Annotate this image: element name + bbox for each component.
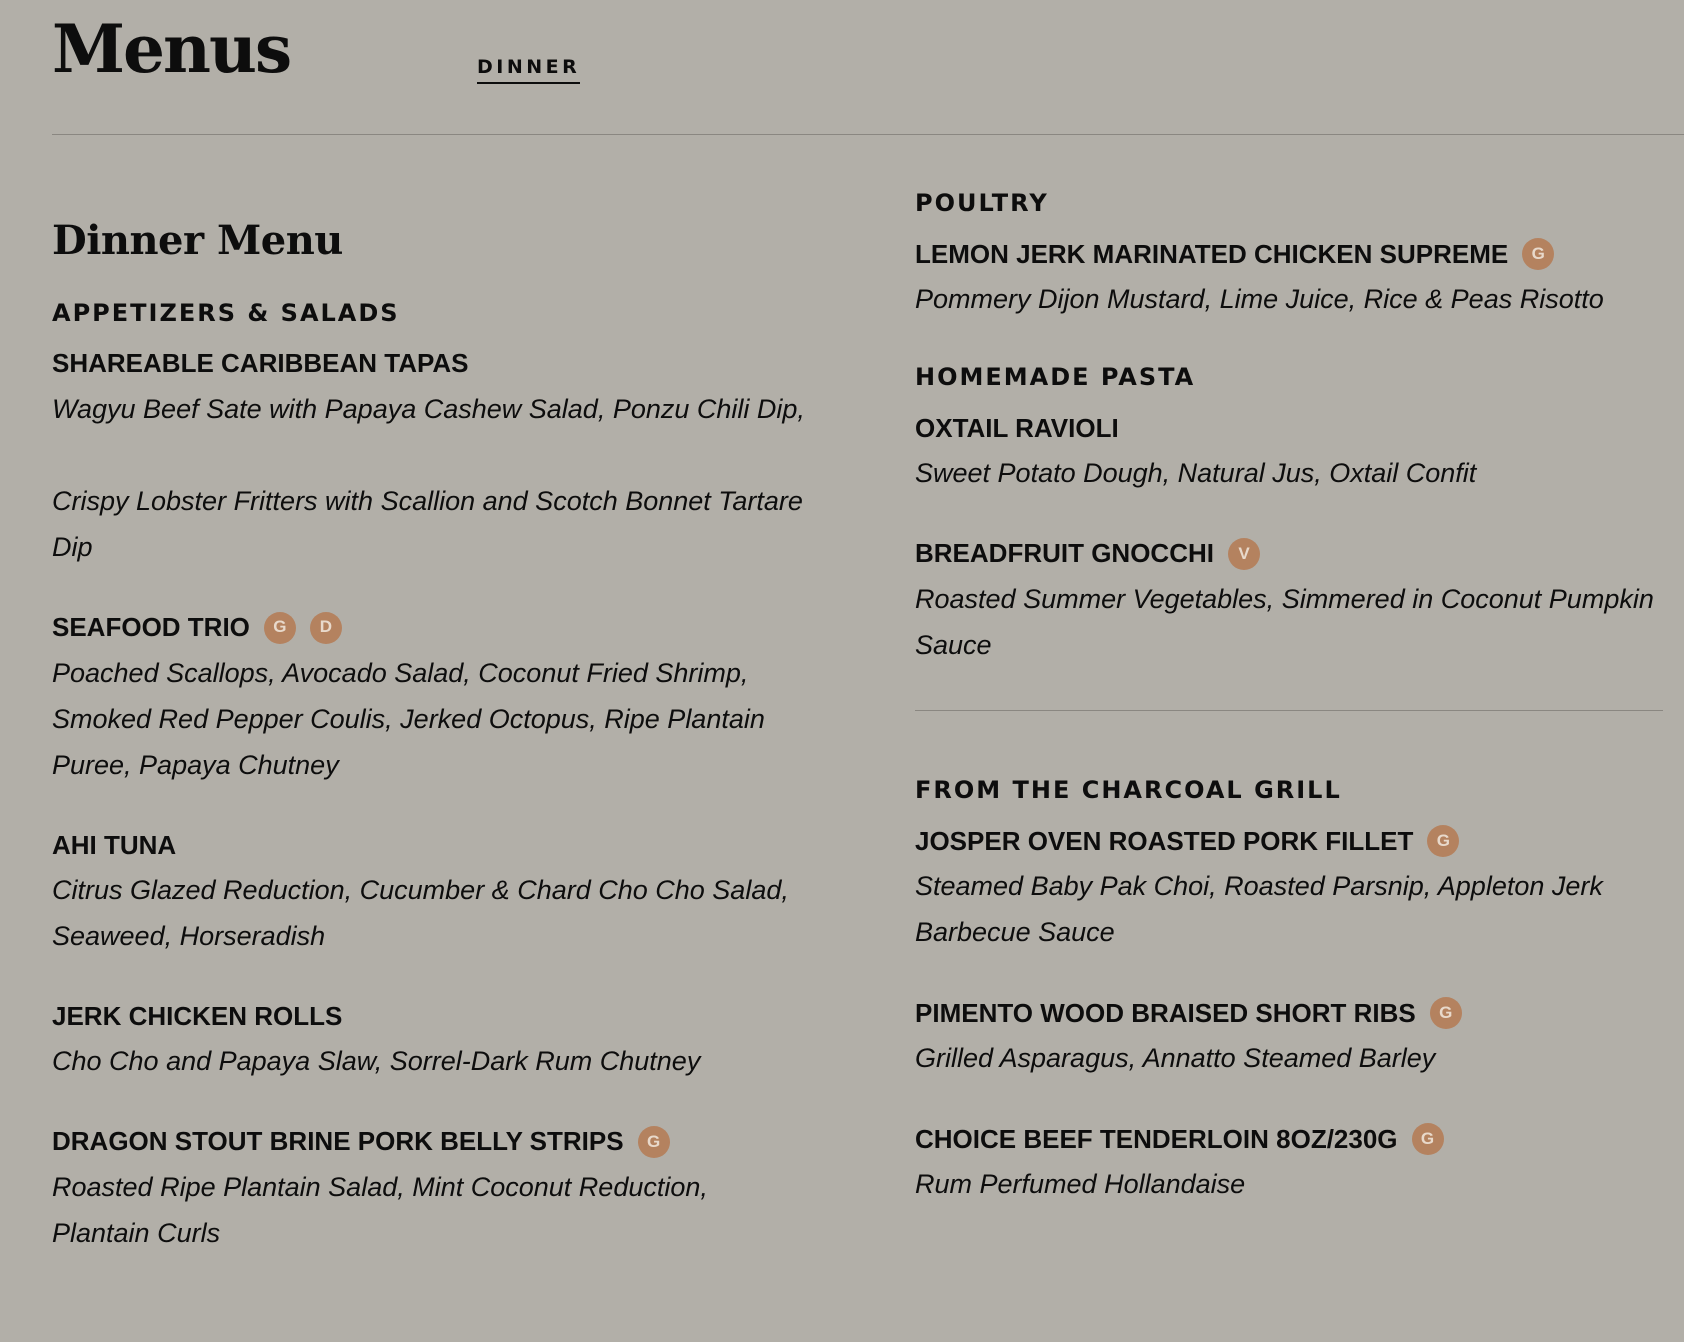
menu-item (915, 413, 1663, 496)
category-heading: APPETIZERS & SALADS (52, 299, 400, 327)
menu-item (915, 825, 1663, 955)
menu-item-name (915, 413, 1663, 444)
menu-item-name (52, 348, 812, 379)
menu-item-description: Citrus Glazed Reduction, Cucumber & Chard Cho Cho Salad, Seaweed, Horseradish (52, 874, 789, 951)
menu-title: Dinner Menu (52, 217, 343, 264)
category-heading: FROM THE CHARCOAL GRILL (915, 775, 1342, 804)
menu-item-name (52, 1001, 812, 1032)
menu-item-title: PIMENTO WOOD BRAISED SHORT RIBS (915, 997, 1416, 1028)
menu-item-description: Sweet Potato Dough, Natural Jus, Oxtail Confit (915, 457, 1477, 488)
menu-item (915, 238, 1663, 322)
right-column (915, 190, 1663, 1249)
category-heading: HOMEMADE PASTA (915, 363, 1196, 392)
dietary-badge: G (1430, 997, 1462, 1029)
menu-item-name (52, 830, 812, 861)
menu-item-description: Pommery Dijon Mustard, Lime Juice, Rice & Peas Risotto (915, 284, 1604, 315)
dietary-badge: V (1228, 538, 1260, 570)
menu-item-title: AHI TUNA (52, 829, 177, 860)
menu-item (52, 1001, 812, 1084)
category-heading: POULTRY (915, 189, 1049, 217)
page-title: Menus (52, 10, 291, 88)
dietary-badge: G (1412, 1123, 1444, 1155)
menu-item-description: Grilled Asparagus, Annatto Steamed Barley (915, 1043, 1436, 1074)
menu-item-name (915, 538, 1663, 570)
menu-item-title: CHOICE BEEF TENDERLOIN 8OZ/230G (915, 1123, 1398, 1154)
menu-item-title: SHAREABLE CARIBBEAN TAPAS (52, 348, 469, 379)
menu-item-description: Cho Cho and Papaya Slaw, Sorrel-Dark Rum Chutney (52, 1045, 701, 1076)
dietary-badge: G (1427, 825, 1459, 857)
section-divider (915, 710, 1663, 711)
menu-item-title: LEMON JERK MARINATED CHICKEN SUPREME (915, 238, 1509, 269)
dietary-badge: G (638, 1126, 670, 1158)
dietary-badge: G (1522, 238, 1554, 270)
menu-item (915, 1123, 1663, 1207)
menu-item (915, 997, 1663, 1081)
menu-item-name (52, 612, 812, 644)
menu-item-name (915, 825, 1663, 857)
menu-item-title: BREADFRUIT GNOCCHI (915, 538, 1214, 569)
dietary-badge: D (310, 612, 342, 644)
menu-item-title: JERK CHICKEN ROLLS (52, 1000, 343, 1031)
menu-item-name (915, 1123, 1663, 1155)
menu-item-description: Crispy Lobster Fritters with Scallion and Scotch Bonnet Tartare Dip (52, 485, 803, 562)
menu-item (52, 612, 812, 788)
menu-item-name (915, 997, 1663, 1029)
menu-item-title: OXTAIL RAVIOLI (915, 412, 1119, 443)
menu-item-description: Poached Scallops, Avocado Salad, Coconut Fried Shrimp, Smoked Red Pepper Coulis, Jerked Octopus, Ripe Plantain Puree, Papaya Chutney (52, 657, 765, 780)
menu-item (52, 830, 812, 959)
menu-item-list (52, 348, 812, 1256)
menu-item (52, 348, 812, 569)
left-column (52, 218, 812, 1298)
dietary-badge: G (264, 612, 296, 644)
menu-item (52, 1126, 812, 1256)
menu-item-title: DRAGON STOUT BRINE PORK BELLY STRIPS (52, 1126, 624, 1157)
page-header (52, 0, 1684, 135)
menu-item-name (52, 1126, 812, 1158)
tab-dinner[interactable]: DINNER (477, 56, 580, 84)
menu-item-description: Roasted Summer Vegetables, Simmered in Coconut Pumpkin Sauce (915, 583, 1654, 660)
menu-item (915, 538, 1663, 668)
menu-item-name (915, 238, 1663, 270)
menu-item-description: Wagyu Beef Sate with Papaya Cashew Salad, Ponzu Chili Dip, (52, 393, 805, 424)
menu-item-description: Rum Perfumed Hollandaise (915, 1169, 1246, 1200)
menu-item-description: Roasted Ripe Plantain Salad, Mint Coconut Reduction, Plantain Curls (52, 1171, 708, 1248)
menu-item-title: JOSPER OVEN ROASTED PORK FILLET (915, 825, 1414, 856)
menu-item-title: SEAFOOD TRIO (52, 611, 250, 642)
menu-item-description: Steamed Baby Pak Choi, Roasted Parsnip, Appleton Jerk Barbecue Sauce (915, 871, 1603, 948)
